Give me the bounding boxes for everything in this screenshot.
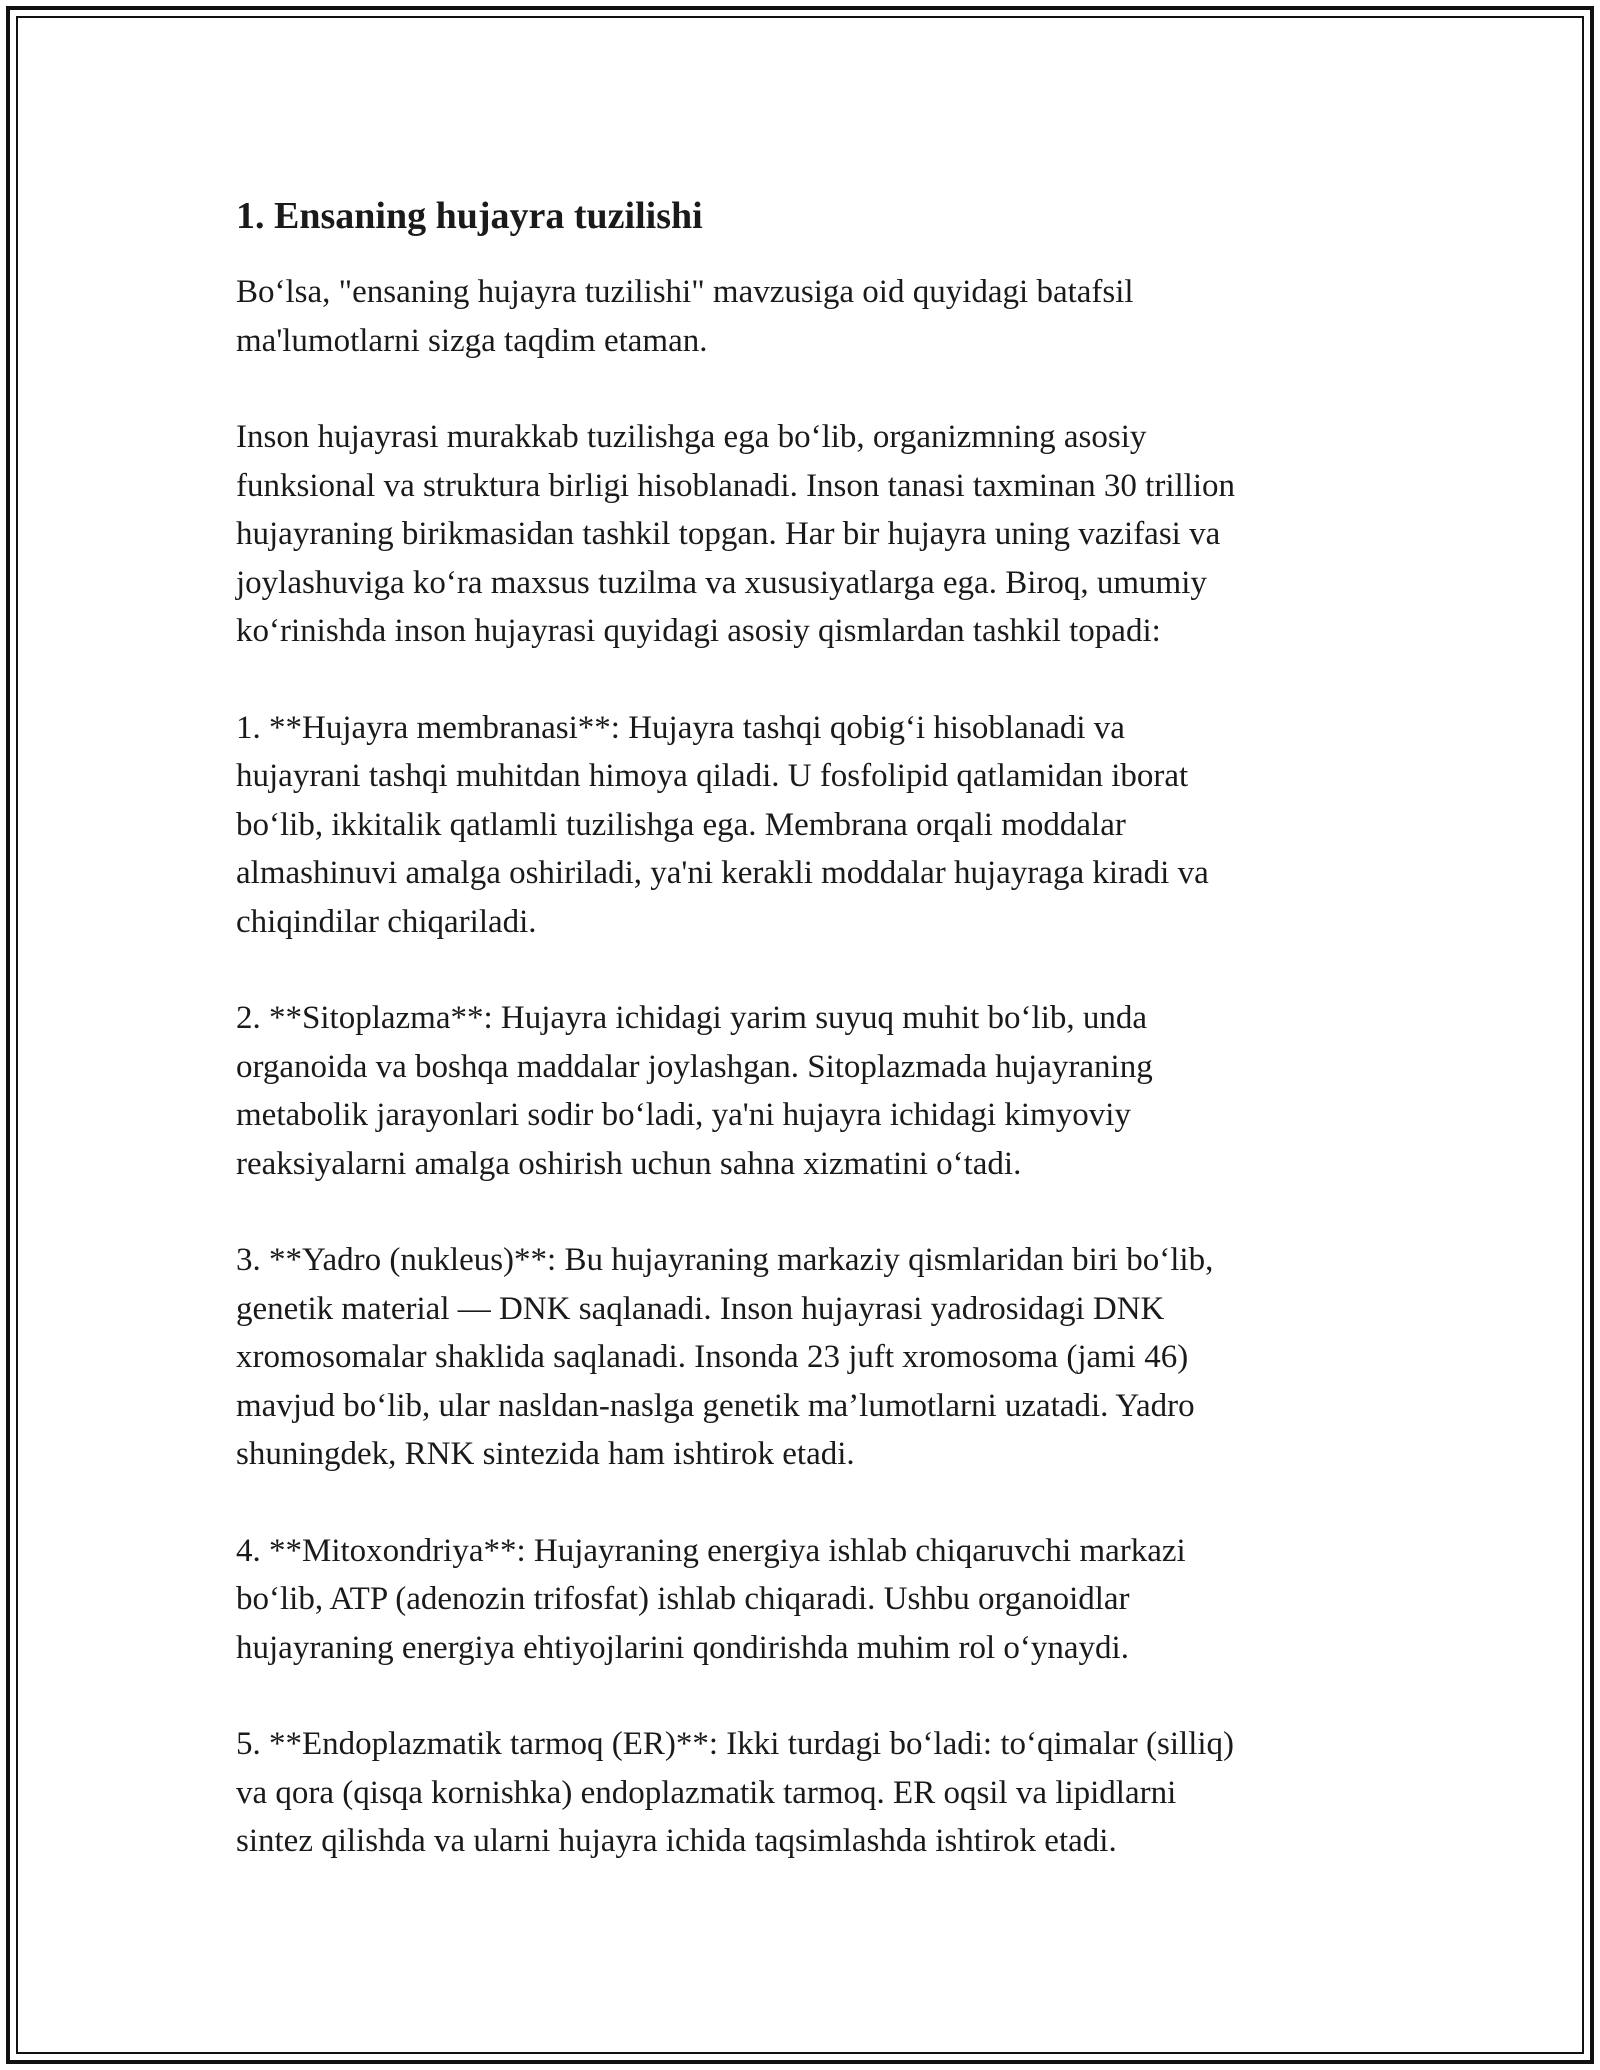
overview-paragraph: Inson hujayrasi murakkab tuzilishga ega bo‘lib, organizmning asosiy funksional va struktura birligi hisoblanadi. Inson tanasi taxminan 30 trillion hujayraning birikmasidan tashkil topgan. Har bir hujayra uning vazifasi va joylashuviga ko‘ra maxsus tuzilma va xususiyatlarga ega. Biroq, umumiy ko‘rinishda inson hujayrasi quyidagi asosiy qismlardan tashkil topadi: <box>236 419 1236 649</box>
cytoplasm-paragraph: 2. **Sitoplazma**: Hujayra ichidagi yarim suyuq muhit bo‘lib, unda organoida va boshqa maddalar joylashgan. Sitoplazmada hujayraning metabolik jarayonlari sodir bo‘ladi, ya'ni hujayra ichidagi kimyoviy reaksiyalarni amalga oshirish uchun sahna xizmatini o‘tadi. <box>236 1000 1153 1182</box>
document-title: 1. Ensaning hujayra tuzilishi <box>236 195 703 237</box>
document-body <box>236 190 1366 1914</box>
membrane-paragraph: 1. **Hujayra membranasi**: Hujayra tashqi qobig‘i hisoblanadi va hujayrani tashqi muhitdan himoya qiladi. U fosfolipid qatlamidan iborat bo‘lib, ikkitalik qatlamli tuzilishga ega. Membrana orqali moddalar almashinuvi amalga oshiriladi, ya'ni kerakli moddalar hujayraga kiradi va chiqindilar chiqariladi. <box>236 709 1209 940</box>
endoplasmic-reticulum-paragraph: 5. **Endoplazmatik tarmoq (ER)**: Ikki turdagi bo‘ladi: to‘qimalar (silliq) va qora (qisqa kornishka) endoplazmatik tarmoq. ER oqsil va lipidlarni sintez qilishda va ularni hujayra ichida taqsimlashda ishtirok etadi. <box>236 1726 1235 1859</box>
mitochondria-paragraph: 4. **Mitoxondriya**: Hujayraning energiya ishlab chiqaruvchi markazi bo‘lib, ATP (adenozin trifosfat) ishlab chiqaradi. Ushbu organoidlar hujayraning energiya ehtiyojlarini qondirishda muhim rol o‘ynaydi. <box>236 1532 1186 1666</box>
intro-paragraph: Bo‘lsa, "ensaning hujayra tuzilishi" mavzusiga oid quyidagi batafsil ma'lumotlarni sizga taqdim etaman. <box>236 274 1134 359</box>
nucleus-paragraph: 3. **Yadro (nukleus)**: Bu hujayraning markaziy qismlaridan biri bo‘lib, genetik material — DNK saqlanadi. Inson hujayrasi yadrosidagi DNK xromosomalar shaklida saqlanadi. Insonda 23 juft xromosoma (jami 46) mavjud bo‘lib, ular nasldan-naslga genetik ma’lumotlarni uzatadi. Yadro shuningdek, RNK sintezida ham ishtirok etadi. <box>236 1242 1214 1472</box>
